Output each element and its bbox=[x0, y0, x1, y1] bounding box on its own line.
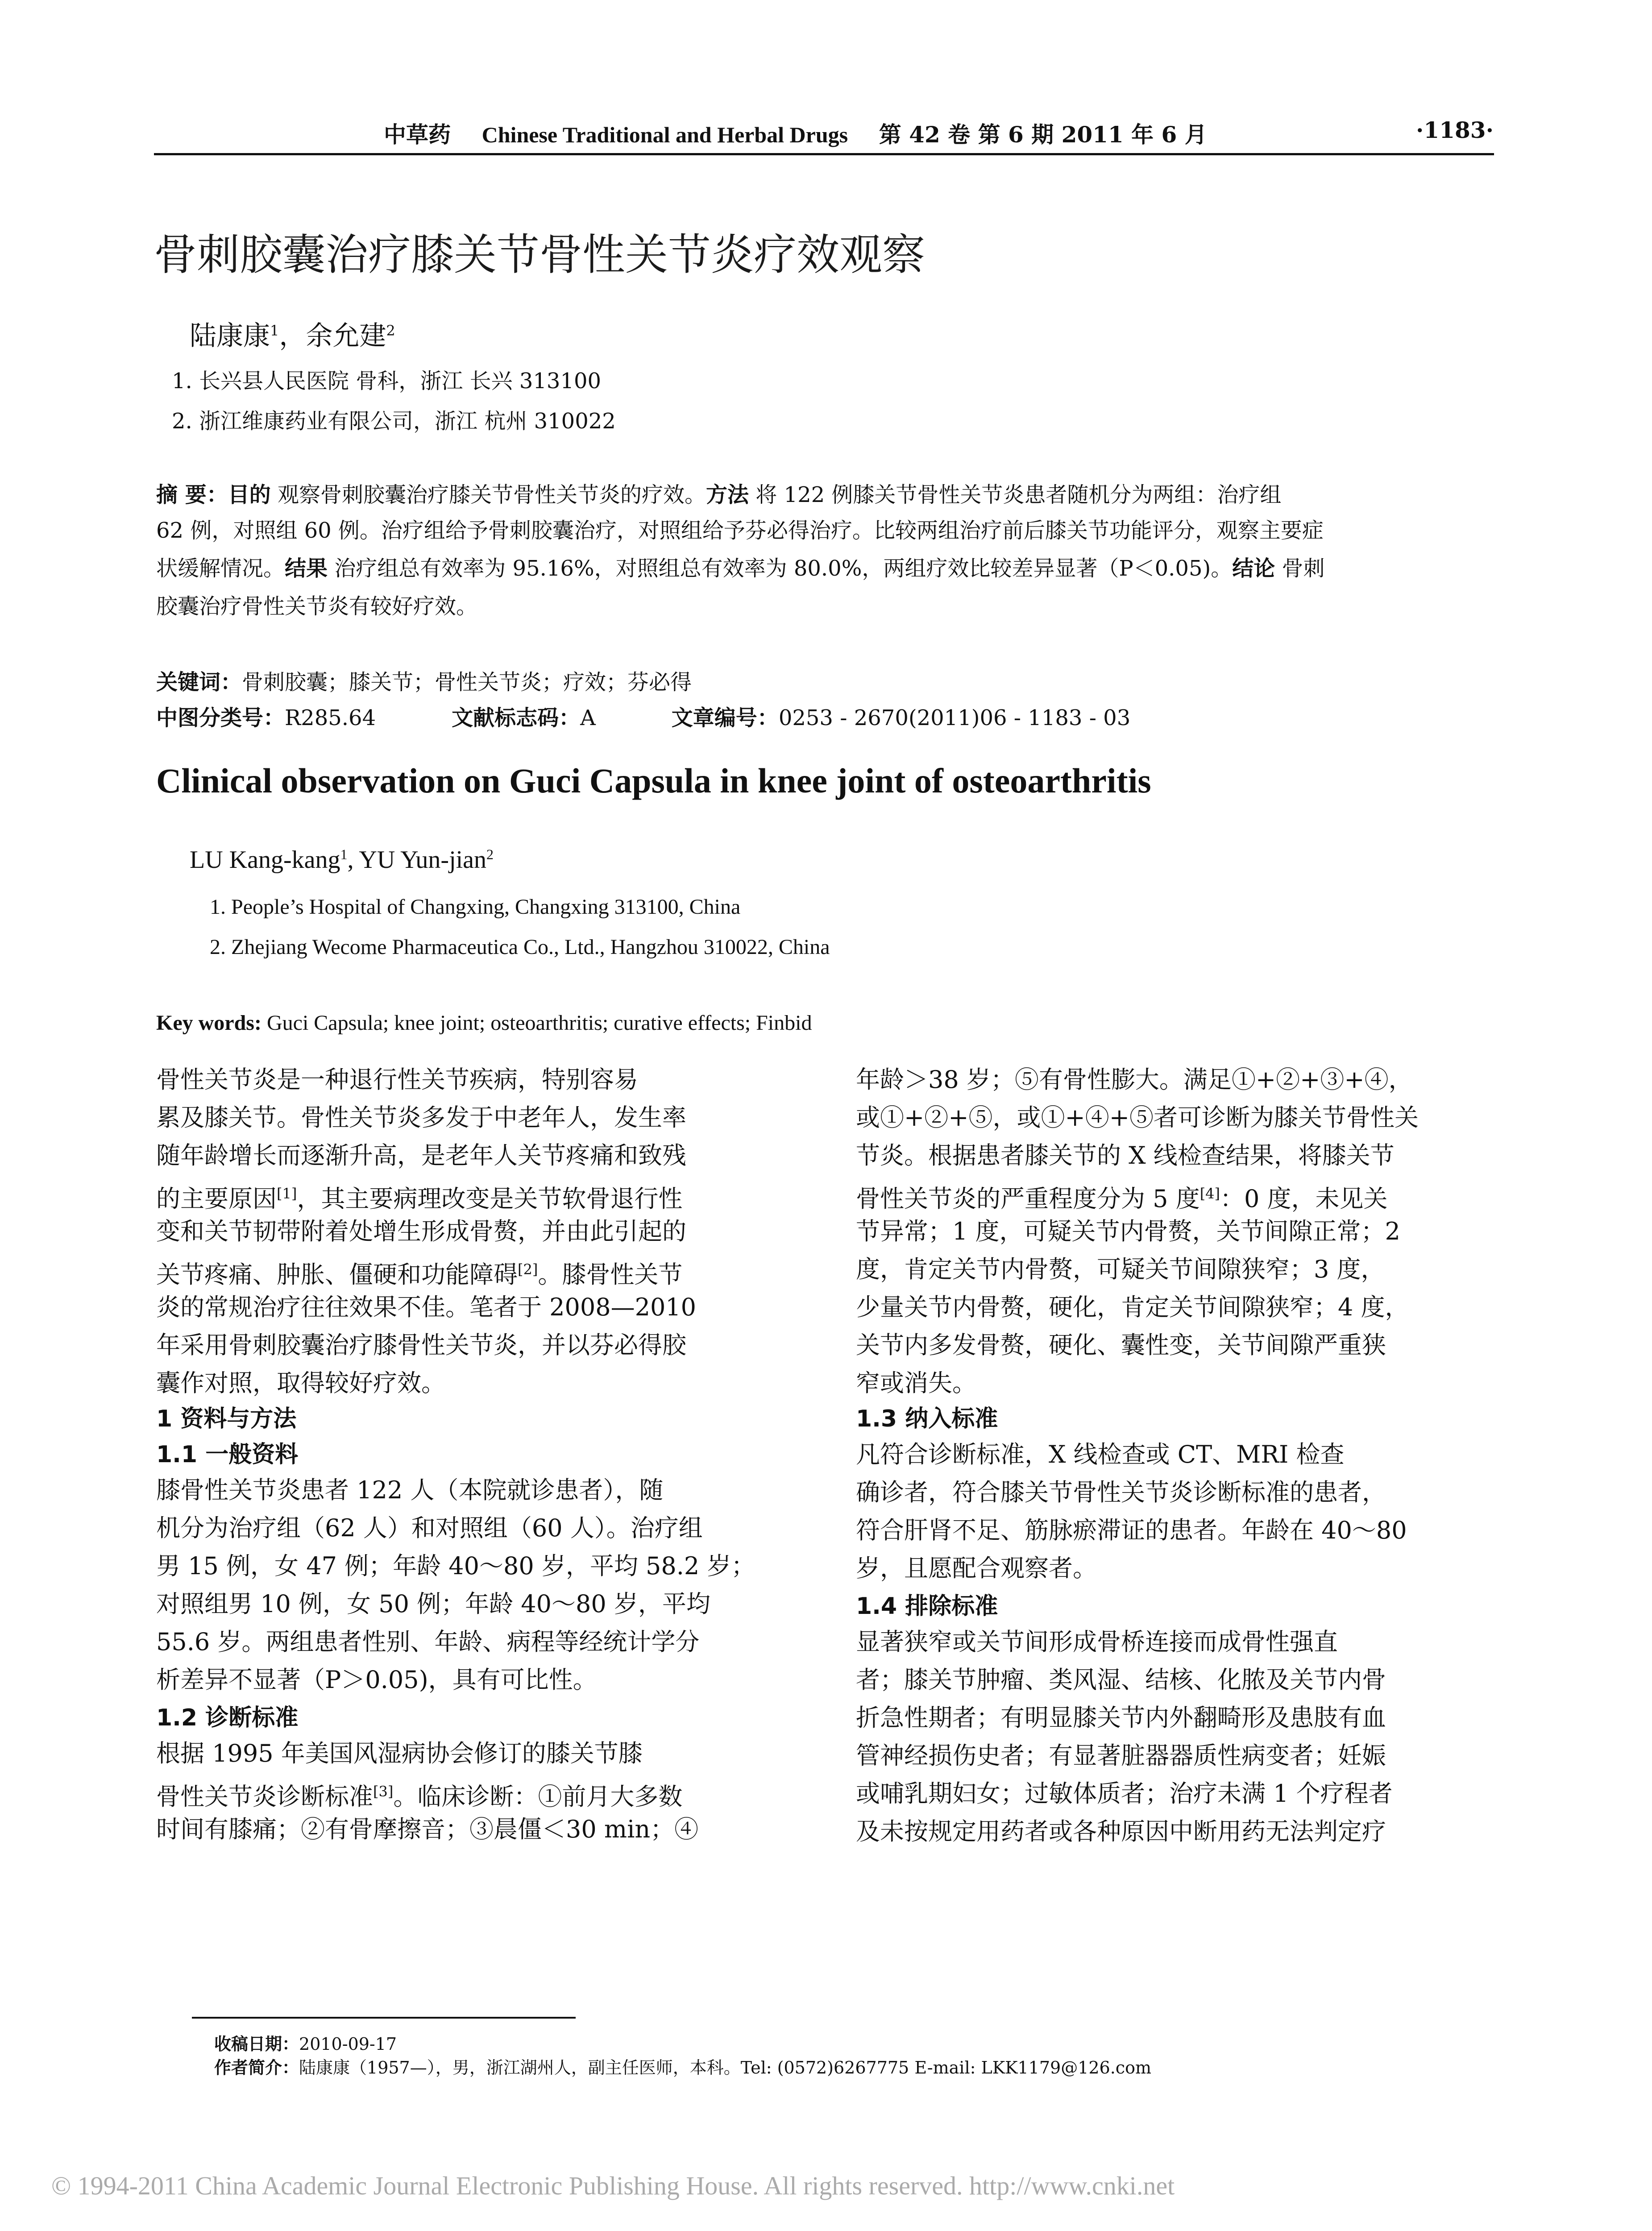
abstract-objective-label: 目的 bbox=[228, 482, 271, 507]
body-line: 管神经损伤史者；有显著脏器器质性病变者；妊娠 bbox=[856, 1742, 1386, 1770]
body-line: 年采用骨刺胶囊治疗膝骨性关节炎，并以芬必得胶 bbox=[156, 1331, 686, 1359]
subsection-heading: 1.1 一般资料 bbox=[156, 1441, 299, 1468]
citation-ref[interactable]: [1] bbox=[277, 1185, 297, 1202]
clc-label: 中图分类号： bbox=[156, 705, 285, 730]
body-text: 骨性关节炎的严重程度分为 5 度 bbox=[856, 1185, 1200, 1213]
body-line: 骨性关节炎是一种退行性关节疾病，特别容易 bbox=[156, 1066, 638, 1094]
abstract-conclusion-label: 结论 bbox=[1232, 556, 1275, 581]
keywords-en bbox=[156, 1011, 812, 1035]
subsection-heading: 1.4 排除标准 bbox=[856, 1593, 998, 1620]
journal-name-en: Chinese Traditional and Herbal Drugs bbox=[481, 122, 848, 147]
received-label: 收稿日期： bbox=[214, 2034, 299, 2054]
author-1-sup: 1 bbox=[270, 322, 279, 339]
affiliation-en-2: 2. Zhejiang Wecome Pharmaceutica Co., Ltd., Hangzhou 310022, China bbox=[210, 935, 830, 959]
abstract-line: 胶囊治疗骨性关节炎有较好疗效。 bbox=[156, 594, 478, 619]
body-line: 或①+②+⑤，或①+④+⑤者可诊断为膝关节骨性关 bbox=[856, 1103, 1419, 1132]
body-line: 时间有膝痛；②有骨摩擦音；③晨僵＜30 min；④ bbox=[156, 1815, 699, 1843]
author-sep-en: , bbox=[347, 846, 359, 874]
author-2-zh: 余允建 bbox=[306, 320, 386, 352]
body-line bbox=[156, 1180, 682, 1212]
keywords-en-text: Guci Capsula; knee joint; osteoarthritis; curative effects; Finbid bbox=[261, 1011, 812, 1035]
footnote-author bbox=[214, 2054, 1151, 2078]
body-line bbox=[156, 1778, 682, 1810]
body-line: 折急性期者；有明显膝关节内外翻畸形及患肢有血 bbox=[856, 1704, 1386, 1732]
body-text: ：0 度，未见关 bbox=[1220, 1185, 1388, 1213]
article-id-label: 文章编号： bbox=[671, 705, 779, 730]
issue-info: 第 42 卷 第 6 期 2011 年 6 月 bbox=[879, 121, 1207, 148]
abstract-text: 骨刺 bbox=[1275, 556, 1325, 581]
author-1-en: LU Kang-kang bbox=[190, 846, 340, 874]
title-zh: 骨刺胶囊治疗膝关节骨性关节炎疗效观察 bbox=[154, 230, 925, 280]
body-line: 累及膝关节。骨性关节炎多发于中老年人，发生率 bbox=[156, 1103, 686, 1132]
body-text: ，其主要病理改变是关节软骨退行性 bbox=[297, 1185, 683, 1213]
body-line: 少量关节内骨赘，硬化，肯定关节间隙狭窄；4 度， bbox=[856, 1293, 1409, 1321]
copyright-notice: © 1994-2011 China Academic Journal Electronic Publishing House. All rights reserved. http://www.cnki.net bbox=[51, 2171, 1175, 2200]
author-2-sup: 2 bbox=[386, 322, 395, 339]
author-1-zh: 陆康康 bbox=[190, 320, 270, 352]
authors-zh bbox=[190, 315, 395, 353]
keywords-en-label: Key words: bbox=[156, 1011, 261, 1035]
citation-ref[interactable]: [2] bbox=[518, 1261, 538, 1278]
abstract-label: 摘 要： bbox=[156, 482, 228, 507]
doc-code-value: A bbox=[580, 705, 596, 730]
body-line bbox=[156, 1256, 682, 1288]
journal-name-zh: 中草药 bbox=[384, 121, 451, 148]
body-line: 者；膝关节肿瘤、类风湿、结核、化脓及关节内骨 bbox=[856, 1666, 1386, 1694]
body-text: 。膝骨性关节 bbox=[538, 1261, 683, 1289]
body-line: 55.6 岁。两组患者性别、年龄、病程等经统计学分 bbox=[156, 1628, 700, 1656]
keywords-zh-text: 骨刺胶囊；膝关节；骨性关节炎；疗效；芬必得 bbox=[242, 670, 692, 695]
body-line: 囊作对照，取得较好疗效。 bbox=[156, 1369, 445, 1397]
body-line: 显著狭窄或关节间形成骨桥连接而成骨性强直 bbox=[856, 1628, 1338, 1656]
body-line: 确诊者，符合膝关节骨性关节炎诊断标准的患者， bbox=[856, 1478, 1386, 1506]
body-text: 。临床诊断：①前月大多数 bbox=[393, 1783, 683, 1811]
footnote-received bbox=[214, 2030, 397, 2055]
keywords-zh bbox=[156, 665, 692, 696]
citation-ref[interactable]: [3] bbox=[373, 1783, 394, 1800]
body-line: 节异常；1 度，可疑关节内骨赘，关节间隙正常；2 bbox=[856, 1217, 1400, 1245]
body-line: 对照组男 10 例，女 50 例；年龄 40～80 岁，平均 bbox=[156, 1590, 710, 1618]
body-text: 骨性关节炎诊断标准 bbox=[156, 1783, 373, 1811]
author-bio: 陆康康（1957—），男，浙江湖州人，副主任医师，本科。Tel: (0572)6267775 E-mail: LKK1179@126.com bbox=[299, 2058, 1152, 2078]
doc-code-label: 文献标志码： bbox=[452, 705, 581, 730]
body-line: 男 15 例，女 47 例；年龄 40～80 岁，平均 58.2 岁； bbox=[156, 1552, 755, 1580]
body-line: 随年龄增长而逐渐升高，是老年人关节疼痛和致残 bbox=[156, 1141, 686, 1169]
body-line: 年龄＞38 岁；⑤有骨性膨大。满足①+②+③+④， bbox=[856, 1066, 1413, 1094]
body-line: 及未按规定用药者或各种原因中断用药无法判定疗 bbox=[856, 1817, 1386, 1845]
body-line: 膝骨性关节炎患者 122 人（本院就诊患者），随 bbox=[156, 1476, 664, 1504]
abstract-text: 治疗组总有效率为 95.16%，对照组总有效率为 80.0%，两组疗效比较差异显著（P＜0.05)。 bbox=[328, 556, 1233, 581]
body-line: 根据 1995 年美国风湿病协会修订的膝关节膝 bbox=[156, 1739, 643, 1767]
body-line: 节炎。根据患者膝关节的 X 线检查结果，将膝关节 bbox=[856, 1141, 1395, 1169]
abstract-line bbox=[156, 477, 1281, 508]
author-2-en: YU Yun-jian bbox=[359, 846, 487, 874]
keywords-zh-label: 关键词： bbox=[156, 670, 242, 695]
body-text: 的主要原因 bbox=[156, 1185, 277, 1213]
body-line: 析差异不显著（P＞0.05)，具有可比性。 bbox=[156, 1666, 597, 1694]
title-en: Clinical observation on Guci Capsula in knee joint of osteoarthritis bbox=[156, 761, 1151, 800]
abstract-line bbox=[156, 551, 1325, 582]
subsection-heading: 1.2 诊断标准 bbox=[156, 1704, 299, 1731]
received-date: 2010-09-17 bbox=[299, 2034, 397, 2054]
page-number: ·1183· bbox=[1416, 117, 1494, 143]
running-header bbox=[384, 117, 1207, 149]
clc-value: R285.64 bbox=[285, 705, 376, 730]
affiliation-zh-2: 2. 浙江维康药业有限公司，浙江 杭州 310022 bbox=[172, 409, 616, 434]
author-sep: ， bbox=[279, 320, 306, 352]
authors-en bbox=[190, 846, 494, 874]
body-line: 变和关节韧带附着处增生形成骨赘，并由此引起的 bbox=[156, 1217, 686, 1245]
abstract-text: 状缓解情况。 bbox=[156, 556, 285, 581]
body-line: 炎的常规治疗往往效果不佳。笔者于 2008—2010 bbox=[156, 1293, 697, 1321]
author-2-en-sup: 2 bbox=[486, 846, 494, 863]
header-rule bbox=[154, 153, 1494, 155]
body-line bbox=[856, 1180, 1388, 1212]
body-line: 关节内多发骨赘，硬化、囊性变，关节间隙严重狭 bbox=[856, 1331, 1386, 1359]
body-line: 岁，且愿配合观察者。 bbox=[856, 1554, 1097, 1582]
subsection-heading: 1.3 纳入标准 bbox=[856, 1406, 998, 1432]
classification-line bbox=[156, 701, 1130, 731]
body-line: 符合肝肾不足、筋脉瘀滞证的患者。年龄在 40～80 bbox=[856, 1516, 1407, 1544]
section-heading: 1 资料与方法 bbox=[156, 1406, 297, 1432]
author-bio-label: 作者简介： bbox=[214, 2057, 299, 2078]
citation-ref[interactable]: [4] bbox=[1200, 1185, 1220, 1202]
body-line: 或哺乳期妇女；过敏体质者；治疗未满 1 个疗程者 bbox=[856, 1779, 1393, 1808]
article-id-value: 0253 - 2670(2011)06 - 1183 - 03 bbox=[778, 705, 1131, 730]
body-line: 度，肯定关节内骨赘，可疑关节间隙狭窄；3 度， bbox=[856, 1255, 1385, 1283]
affiliation-zh-1: 1. 长兴县人民医院 骨科，浙江 长兴 313100 bbox=[172, 369, 602, 394]
body-line: 凡符合诊断标准，X 线检查或 CT、MRI 检查 bbox=[856, 1440, 1345, 1468]
body-line: 机分为治疗组（62 人）和对照组（60 人）。治疗组 bbox=[156, 1514, 703, 1542]
abstract-line: 62 例，对照组 60 例。治疗组给予骨刺胶囊治疗，对照组给予芬必得治疗。比较两组治疗前后膝关节功能评分，观察主要症 bbox=[156, 518, 1324, 543]
author-1-en-sup: 1 bbox=[340, 846, 348, 863]
abstract-text: 观察骨刺胶囊治疗膝关节骨性关节炎的疗效。 bbox=[270, 482, 706, 507]
body-line: 窄或消失。 bbox=[856, 1369, 976, 1397]
abstract-method-label: 方法 bbox=[706, 482, 749, 507]
abstract-result-label: 结果 bbox=[285, 556, 328, 581]
body-text: 关节疼痛、肿胀、僵硬和功能障碍 bbox=[156, 1261, 518, 1289]
affiliation-en-1: 1. People’s Hospital of Changxing, Changxing 313100, China bbox=[210, 895, 741, 919]
footnote-rule bbox=[192, 2017, 576, 2019]
abstract-text: 将 122 例膝关节骨性关节炎患者随机分为两组：治疗组 bbox=[749, 482, 1282, 507]
